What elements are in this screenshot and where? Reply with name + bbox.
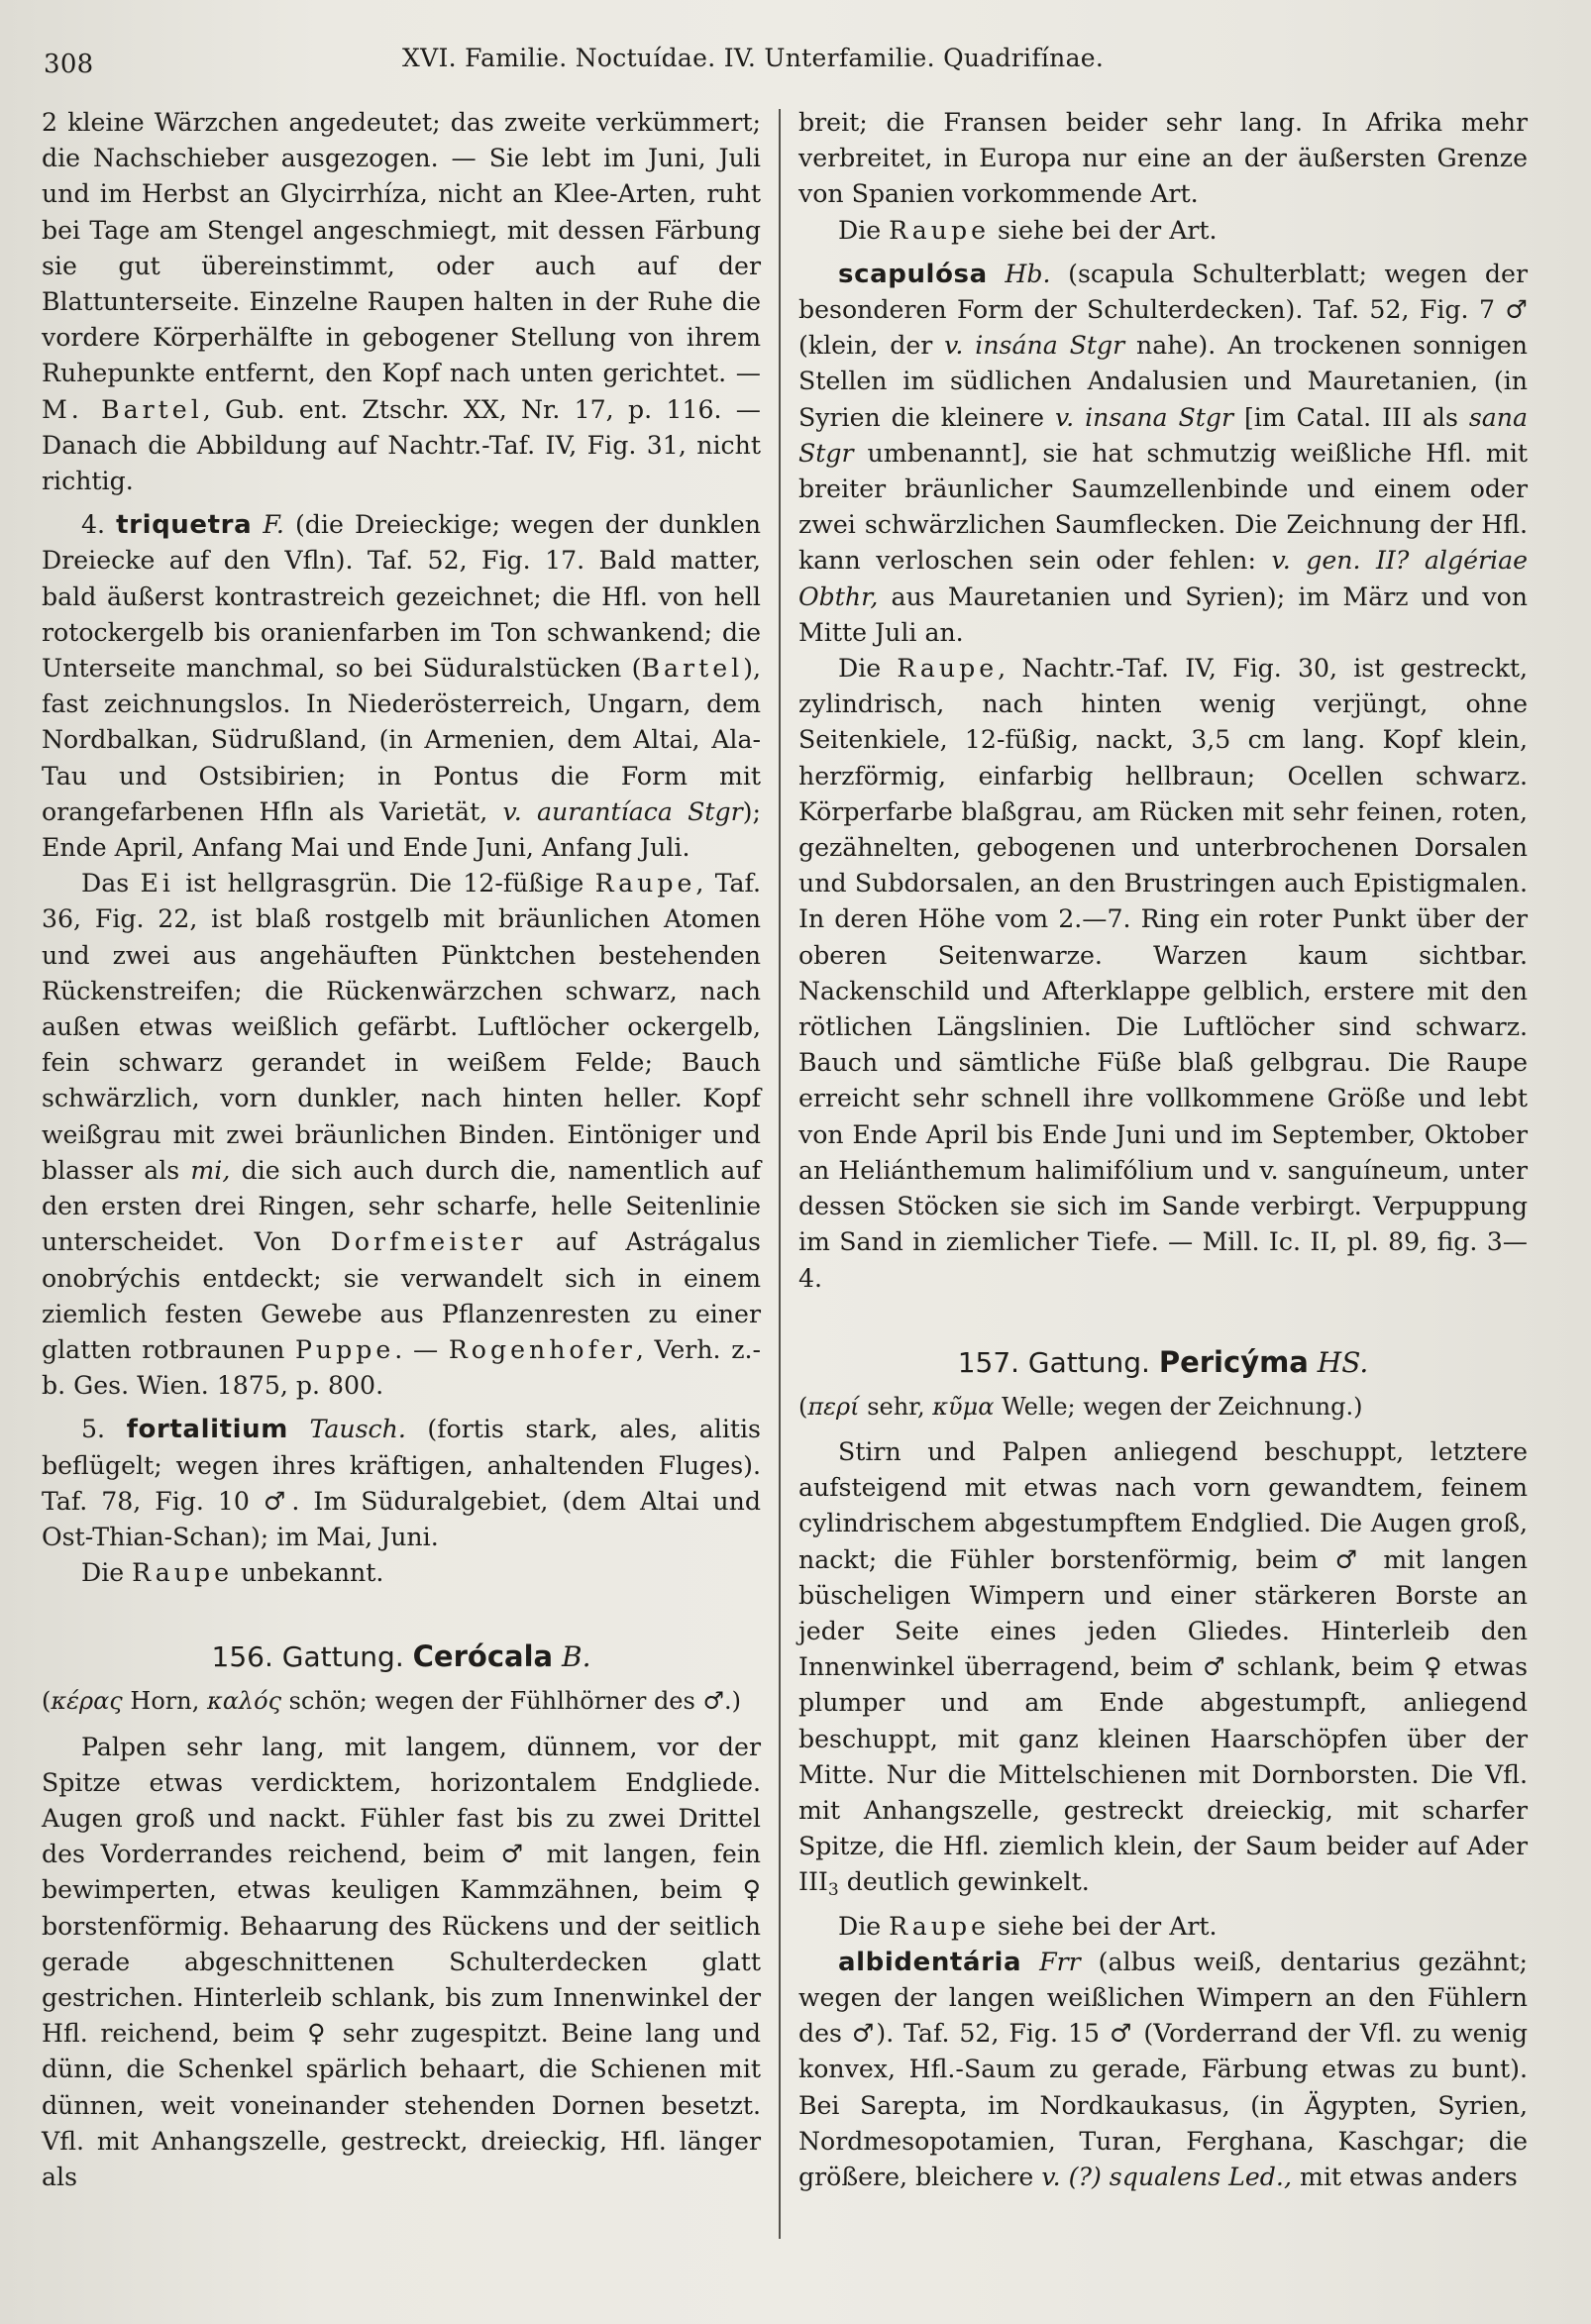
column-divider [779,109,781,2239]
species-entry-fortalitium: 5. fortalitium Tausch. (fortis stark, ales, alitis beflügelt; wegen ihres kräftigen, anhaltenden Fluges). Taf. 78, Fig. 10 ♂. Im Süduralgebiet, (dem Altai und Ost-Thian-Schan); im Mai, Juni. [42,1415,761,1551]
species-name: scapulósa [838,259,988,289]
right-column [798,105,1528,2195]
etymology-157: (περί sehr, κῦμα Welle; wegen der Zeichnung.) [798,1392,1363,1421]
larva-description: Die Raupe, Nachtr.-Taf. IV, Fig. 30, ist gestreckt, zylindrisch, nach hinten wenig verjüngt, ohne Seitenkiele, 12-füßig, nackt, 3,5 cm lang. Kopf klein, herzförmig, einfarbig hellbraun; Ocellen schwarz. Körperfarbe blaßgrau, am Rücken mit sehr feinen, roten, gezähnelten, gebogenen und unterbrochenen Dorsalen und Subdorsalen, an den Brustringen auch Epistigmalen. In deren Höhe vom 2.—7. Ring ein roter Punkt über der oberen Seitenwarze. Warzen kaum sichtbar. Nackenschild und Afterklappe gelblich, erstere mit den rötlichen Längslinien. Die Luftlöcher sind schwarz. Bauch und sämtliche Füße blaß gelbgrau. Die Raupe erreicht sehr schnell ihre vollkommene Größe und lebt von Ende April bis Ende Juni und im September, Oktober an Heliánthemum halimifólium und v. sanguíneum, unter dessen Stöcken sie sich im Sande verbirgt. Verpuppung im Sand in ziemlicher Tiefe. — Mill. Ic. II, pl. 89, fig. 3—4. [798,654,1528,1293]
page-header [44,44,1153,83]
page-number: 308 [44,50,94,79]
continued-paragraph: 2 kleine Wärzchen angedeutet; das zweite verkümmert; die Nachschieber ausgezogen. — Sie lebt im Juni, Juli und im Herbst an Glycirrhíza, nicht an Klee-Arten, ruht bei Tage am Stengel angeschmiegt, mit dessen Färbung sie gut übereinstimmt, oder auch auf der Blattunterseite. Einzelne Raupen halten in der Ruhe die vordere Körperhälfte in gebogener Stellung von ihrem Ruhepunkte entfernt, den Kopf nach unten gerichtet. — M. Bartel, Gub. ent. Ztschr. XX, Nr. 17, p. 116. — Danach die Abbildung auf Nachtr.-Taf. IV, Fig. 31, nicht richtig. [42,108,761,496]
genus-heading-156: 156. Gattung. Cerócala B. [211,1639,591,1674]
larva-reference: Die Raupe siehe bei der Art. [838,1911,1218,1941]
etymology-156: (κέρας Horn, καλός schön; wegen der Fühlhörner des ♂.) [42,1687,741,1716]
left-column [42,105,761,2195]
larva-reference: Die Raupe siehe bei der Art. [838,215,1218,245]
species-name: fortalitium [126,1415,288,1445]
species-name: albidentária [838,1947,1022,1977]
genus-description-156: Palpen sehr lang, mit langem, dünnem, vor der Spitze etwas verdicktem, horizontalem Endgliede. Augen groß und nackt. Fühler fast bis zu zwei Drittel des Vorderrandes reichend, beim ♂ mit langen, fein bewimperten, etwas keuligen Kammzähnen, beim ♀ borstenförmig. Behaarung des Rückens und der seitlich gerade abgeschnittenen Schulterdecken glatt gestrichen. Hinterleib schlank, bis zum Innenwinkel der Hfl. reichend, beim ♀ sehr zugespitzt. Beine lang und dünn, die Schenkel spärlich behaart, die Schienen mit dünnen, weit voneinander stehenden Dornen besetzt. Vfl. mit Anhangszelle, gestreckt, dreieckig, Hfl. länger als [42,1732,761,2191]
species-entry-scapulosa: scapulósa Hb. (scapula Schulterblatt; wegen der besonderen Form der Schulterdecken). Taf. 52, Fig. 7 ♂ (klein, der v. insána Stgr nahe). An trockenen sonnigen Stellen im südlichen Andalusien und Mauretanien, (in Syrien die kleinere v. insana Stgr [im Catal. III als sana Stgr umbenannt], sie hat schmutzig weißliche Hfl. mit breiter bräunlicher Saumzellenbinde und einem oder zwei schwärzlichen Saumflecken. Die Zeichnung der Hfl. kann verloschen sein oder fehlen: v. gen. II? algériae Obthr, aus Mauretanien und Syrien); im März und von Mitte Juli an. [798,259,1529,647]
species-entry-albidentaria: albidentária Frr (albus weiß, dentarius gezähnt; wegen der langen weißlichen Wimpern an den Fühlern des ♂). Taf. 52, Fig. 15 ♂ (Vorderrand der Vfl. zu wenig konvex, Hfl.-Saum zu gerade, Färbung etwas zu bunt). Bei Sarepta, im Nordkaukasus, (in Ägypten, Syrien, Nordmesopotamien, Turan, Ferghana, Kaschgar; die größere, bleichere v. (?) squalens Led., mit etwas anders [798,1947,1529,2191]
running-head: XVI. Familie. Noctuídae. IV. Unterfamilie. Quadrifínae. [402,44,1105,72]
genus-heading-157: 157. Gattung. Pericýma HS. [957,1344,1369,1379]
continued-paragraph: breit; die Fransen beider sehr lang. In Afrika mehr verbreitet, in Europa nur eine an der äußersten Grenze von Spanien vorkommende Art. [798,108,1528,209]
larva-unknown-note: Die Raupe unbekannt. [81,1558,384,1588]
species-name: triquetra [116,510,253,541]
egg-larva-paragraph: Das Ei ist hellgrasgrün. Die 12-füßige Raupe, Taf. 36, Fig. 22, ist blaß rostgelb mit bräunlichen Atomen und zwei aus angehäuften Pünktchen bestehenden Rückenstreifen; die Rückenwärzchen schwarz, nach außen etwas weißlich gefärbt. Luftlöcher ockergelb, fein schwarz gerandet in weißem Felde; Bauch schwärzlich, vorn dunkler, nach hinten heller. Kopf weißgrau mit zwei bräunlichen Binden. Eintöniger und blasser als mi, die sich auch durch die, namentlich auf den ersten drei Ringen, sehr scharfe, helle Seitenlinie unterscheidet. Von Dorfmeister auf Astrágalus onobrýchis entdeckt; sie verwandelt sich in einem ziemlich festen Gewebe aus Pflanzenresten zu einer glatten rotbraunen Puppe. — Rogenhofer, Verh. z.-b. Ges. Wien. 1875, p. 800. [42,869,762,1401]
species-entry-triquetra: 4. triquetra F. (die Dreieckige; wegen der dunklen Dreiecke auf den Vfln). Taf. 52, Fig. 17. Bald matter, bald äußerst kontrastreich gezeichnet; die Hfl. von hell rotockergelb bis oranienfarben im Ton schwankend; die Unterseite manchmal, so bei Süduralstücken (Bartel), fast zeichnungslos. In Niederösterreich, Ungarn, dem Nordbalkan, Südrußland, (in Armenien, dem Altai, Ala-Tau und Ostsibirien; in Pontus die Form mit orangefarbenen Hfln als Varietät, v. aurantíaca Stgr); Ende April, Anfang Mai und Ende Juni, Anfang Juli. [42,510,761,863]
genus-description-157: Stirn und Palpen anliegend beschuppt, letztere aufsteigend mit etwas nach vorn gewandtem, feinem cylindrischem abgestumpftem Endglied. Die Augen groß, nackt; die Fühler borstenförmig, beim ♂ mit langen büscheligen Wimpern und einer stärkeren Borste an jeder Seite eines jeden Gliedes. Hinterleib den Innenwinkel überragend, beim ♂ schlank, beim ♀ etwas plumper und am Ende abgestumpft, anliegend beschuppt, mit ganz kleinen Haarschöpfen über der Mitte. Nur die Mittelschienen mit Dornborsten. Die Vfl. mit Anhangszelle, gestreckt dreieckig, mit scharfer Spitze, die Hfl. ziemlich klein, der Saum beider auf Ader $III_3$ deutlich gewinkelt. [798,1436,1528,1901]
